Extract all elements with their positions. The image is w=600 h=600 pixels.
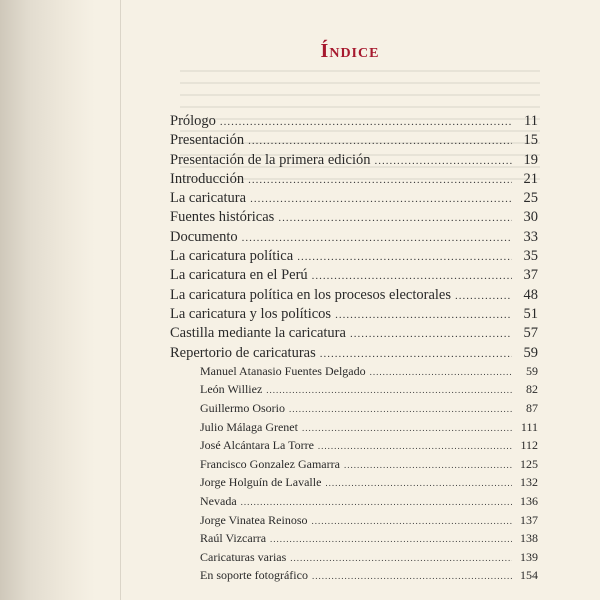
- toc-entry-label: Castilla mediante la caricatura: [170, 325, 346, 342]
- table-of-contents: [170, 113, 538, 587]
- dot-leader: [312, 270, 512, 282]
- toc-subentry: [170, 364, 538, 383]
- toc-entry-label: Repertorio de caricaturas: [170, 344, 316, 361]
- toc-entry: [170, 345, 538, 364]
- toc-entry-page: 25: [523, 190, 538, 207]
- toc-entry: [170, 306, 538, 325]
- dot-leader: [318, 441, 512, 451]
- toc-entry-page: 30: [523, 209, 538, 226]
- toc-entry-page: 51: [523, 305, 538, 322]
- dot-leader: [289, 404, 512, 414]
- toc-entry-label: Introducción: [170, 170, 245, 187]
- toc-entry-page: 57: [523, 325, 538, 342]
- toc-subentry-page: 111: [520, 419, 538, 434]
- toc-entry-label: Presentación: [170, 132, 245, 149]
- book-gutter-shadow: [0, 0, 95, 600]
- page-fold: [120, 0, 121, 600]
- toc-entry-page: 59: [523, 344, 538, 361]
- toc-entry-label: La caricatura política: [170, 248, 294, 265]
- dot-leader: [370, 367, 512, 377]
- toc-entry: [170, 171, 538, 190]
- toc-entry-page: 37: [523, 267, 538, 284]
- toc-entry-page: 15: [523, 132, 538, 149]
- toc-subentry: [170, 494, 538, 513]
- dot-leader: [311, 516, 512, 526]
- toc-subentry: [170, 568, 538, 587]
- toc-entry-page: 21: [523, 170, 538, 187]
- toc-entry-label: Prólogo: [170, 113, 216, 129]
- dot-leader: [335, 309, 512, 321]
- toc-entry: [170, 287, 538, 306]
- toc-subentry-page: 139: [520, 549, 538, 564]
- toc-entry: [170, 152, 538, 171]
- toc-subentry: [170, 438, 538, 457]
- toc-entry: [170, 113, 538, 132]
- toc-subentry-label: En soporte fotográfico: [200, 568, 308, 583]
- toc-subentry-page: 154: [520, 568, 538, 583]
- toc-subentry: [170, 401, 538, 420]
- dot-leader: [302, 423, 512, 433]
- toc-subentry-label: Francisco Gonzalez Gamarra: [200, 456, 340, 471]
- toc-subentry-label: Manuel Atanasio Fuentes Delgado: [200, 363, 366, 378]
- toc-subentry: [170, 382, 538, 401]
- toc-subentry-label: José Alcántara La Torre: [200, 438, 314, 453]
- toc-subentry-page: 82: [526, 382, 538, 397]
- page-title: Índice: [320, 40, 380, 62]
- toc-entry-page: 48: [523, 286, 538, 303]
- toc-entry-label: La caricatura en el Perú: [170, 267, 308, 284]
- toc-subentry-page: 59: [526, 363, 538, 378]
- toc-subentry-label: Nevada: [200, 494, 237, 509]
- dot-leader: [325, 478, 512, 488]
- toc-entry: [170, 209, 538, 228]
- toc-subentry-page: 138: [520, 531, 538, 546]
- toc-entry-label: Presentación de la primera edición: [170, 151, 371, 168]
- toc-entry: [170, 248, 538, 267]
- toc-subentry: [170, 475, 538, 494]
- toc-entry-page: 11: [524, 113, 538, 129]
- toc-subentry-page: 132: [520, 475, 538, 490]
- toc-entry: [170, 229, 538, 248]
- toc-entry-page: 33: [523, 228, 538, 245]
- dot-leader: [248, 135, 512, 147]
- toc-entry-label: La caricatura: [170, 190, 247, 207]
- dot-leader: [344, 460, 512, 470]
- toc-subentry: [170, 550, 538, 569]
- toc-entry-label: La caricatura y los políticos: [170, 305, 332, 322]
- dot-leader: [248, 174, 512, 186]
- toc-entry: [170, 190, 538, 209]
- dot-leader: [350, 328, 512, 340]
- dot-leader: [266, 385, 512, 395]
- toc-entry-page: 35: [523, 248, 538, 265]
- toc-subentry-label: Guillermo Osorio: [200, 401, 285, 416]
- dot-leader: [241, 497, 512, 507]
- dot-leader: [455, 290, 512, 302]
- dot-leader: [220, 116, 512, 128]
- dot-leader: [278, 212, 512, 224]
- toc-subentry-page: 125: [520, 456, 538, 471]
- dot-leader: [297, 251, 512, 263]
- toc-subentry-label: Caricaturas varias: [200, 549, 287, 564]
- toc-subentry-page: 87: [526, 401, 538, 416]
- toc-entry: [170, 325, 538, 344]
- toc-subentry-page: 137: [520, 512, 538, 527]
- toc-entry-label: La caricatura política en los procesos electorales: [170, 286, 452, 303]
- toc-subentry-label: Raúl Vizcarra: [200, 531, 267, 546]
- dot-leader: [320, 348, 512, 360]
- toc-entry-page: 19: [523, 151, 538, 168]
- toc-subentry: [170, 457, 538, 476]
- toc-entry-label: Fuentes históricas: [170, 209, 275, 226]
- dot-leader: [270, 534, 512, 544]
- toc-entry: [170, 132, 538, 151]
- dot-leader: [250, 193, 512, 205]
- dot-leader: [242, 232, 512, 244]
- toc-subentry-label: Julio Málaga Grenet: [200, 419, 298, 434]
- toc-entry-label: Documento: [170, 228, 238, 245]
- dot-leader: [375, 155, 512, 167]
- dot-leader: [290, 553, 512, 563]
- toc-entry: [170, 267, 538, 286]
- toc-subentry: [170, 420, 538, 439]
- toc-subentry-label: Jorge Vinatea Reinoso: [200, 512, 308, 527]
- toc-subentry: [170, 513, 538, 532]
- toc-subentry-page: 112: [520, 438, 538, 453]
- toc-subentry-label: León Williez: [200, 382, 263, 397]
- toc-subentry-page: 136: [520, 494, 538, 509]
- toc-subentry: [170, 531, 538, 550]
- dot-leader: [312, 571, 512, 581]
- toc-subentry-label: Jorge Holguín de Lavalle: [200, 475, 322, 490]
